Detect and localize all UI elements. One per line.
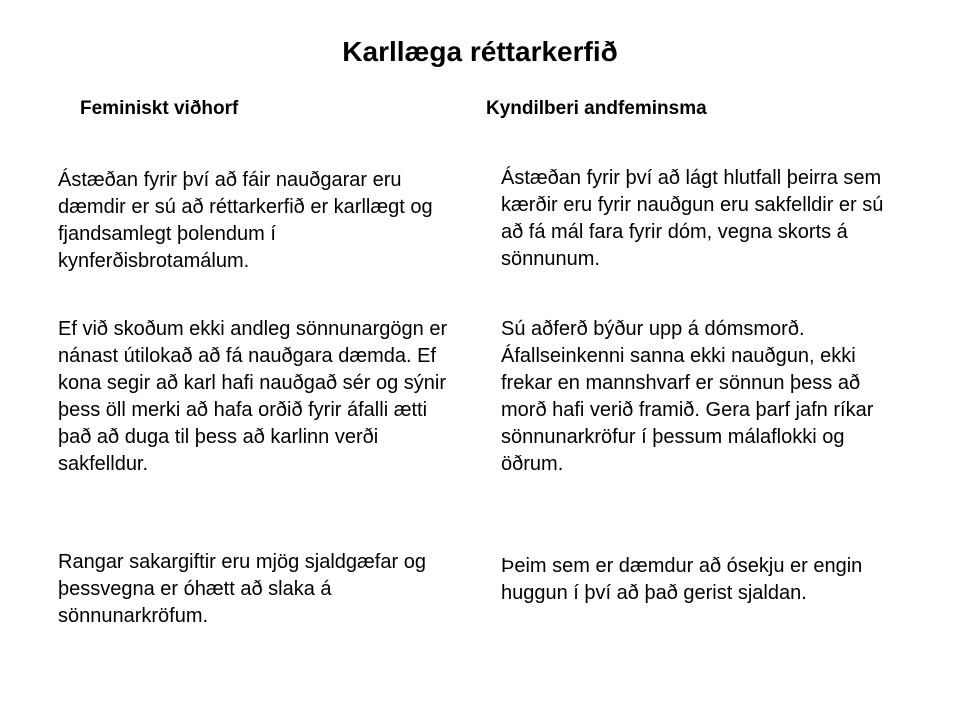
slide-title: Karllæga réttarkerfið bbox=[342, 36, 618, 67]
right-paragraph-2: Sú aðferð býður upp á dómsmorð. Áfallseinkenni sanna ekki nauðgun, ekki frekar en mannshvarf er sönnun þess að morð hafi verið framið. Gera þarf jafn ríkar sönnunarkröfur í þessum málaflokki og öðrum. bbox=[501, 318, 874, 475]
left-paragraph-3: Rangar sakargiftir eru mjög sjaldgæfar og þessvegna er óhætt að slaka á sönnunarkröfum. bbox=[58, 551, 426, 627]
right-paragraph-1: Ástæðan fyrir því að lágt hlutfall þeirra sem kærðir eru fyrir nauðgun eru sakfelldir er sú að fá mál fara fyrir dóm, vegna skorts á sönnunum. bbox=[501, 167, 884, 270]
right-paragraph-3: Þeim sem er dæmdur að ósekju er engin huggun í því að það gerist sjaldan. bbox=[501, 555, 863, 604]
left-paragraph-2: Ef við skoðum ekki andleg sönnunargögn er nánast útilokað að fá nauðgara dæmda. Ef kona segir að karl hafi nauðgað sér og sýnir þess öll merki að hafa orðið fyrir áfalli ætti það að duga til þess að karlinn verði sakfelldur. bbox=[58, 318, 448, 475]
right-column-heading: Kyndilberi andfeminsma bbox=[486, 98, 707, 119]
left-paragraph-1: Ástæðan fyrir því að fáir nauðgarar eru dæmdir er sú að réttarkerfið er karllægt og fjandsamlegt þolendum í kynferðisbrotamálum. bbox=[58, 169, 433, 272]
left-column-heading: Feminiskt viðhorf bbox=[80, 98, 239, 119]
